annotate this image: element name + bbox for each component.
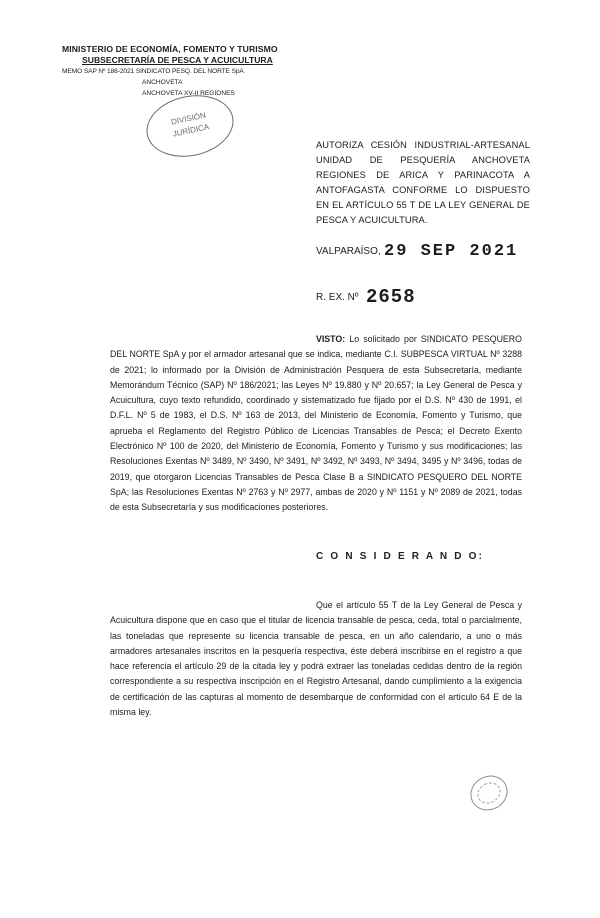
visto-paragraph bbox=[110, 332, 522, 516]
ministry-name: MINISTERIO DE ECONOMÍA, FOMENTO Y TURISMO bbox=[62, 44, 278, 54]
stamp-line-2: JURÍDICA bbox=[171, 122, 210, 139]
resolution-label: R. EX. Nº bbox=[316, 292, 359, 303]
stamp-line-1: DIVISIÓN bbox=[170, 110, 207, 127]
memo-reference: MEMO SAP Nº 186-2021 SINDICATO PESQ. DEL NORTE SpA bbox=[62, 68, 244, 75]
header-line-5: ANCHOVETA XV-II REGIONES bbox=[142, 90, 235, 97]
visto-lead: VISTO: bbox=[316, 334, 346, 344]
page-seal-stamp bbox=[464, 769, 514, 817]
considerando-paragraph-1: Que el artículo 55 T de la Ley General de Pesca y Acuicultura dispone que en caso que el titular de licencia transable de pesca, ceda, total o parcialmente, las toneladas que represente su licencia transable de pesca, en un año calendario, a uno o más armadores artesanales inscritos en la pesquería respectiva, éste deberá inscribirse en el registro a que hace referencia el artículo 29 de la citada ley y podrá extraer las toneladas cedidas dentro de la región correspondiente a su respectiva inscripción en el Registro Artesanal, dando cumplimiento a la exigencia de certificación de las capturas al momento de desembarque de conformidad con el artículo 64 E de la misma ley. bbox=[110, 600, 522, 718]
place-label: VALPARAÍSO, bbox=[316, 246, 381, 257]
resolution-date: 29 SEP 2021 bbox=[384, 242, 519, 261]
letterhead bbox=[62, 44, 302, 99]
header-line-4: ANCHOVETA bbox=[142, 79, 183, 86]
subsecretaria-name: SUBSECRETARÍA DE PESCA Y ACUICULTURA bbox=[82, 55, 273, 65]
seal-inner-ring bbox=[474, 779, 505, 808]
visto-text: Lo solicitado por SINDICATO PESQUERO DEL NORTE SpA y por el armador artesanal que se indica, mediante C.I. SUBPESCA VIRTUAL Nº 3288 de 2021; lo informado por la División de Administración Pesquera de esta Subsecretaría, mediante Memorándum Técnico (SAP) Nº 186/2021; las Leyes Nº 19.880 y Nº 20.657; la Ley General de Pesca y Acuicultura, cuyo texto refundido, coordinado y sistematizado fue fijado por el D.S. Nº 430 de 1991, el D.F.L. Nº 5 de 1983, el D.S. Nº 163 de 2013, del Ministerio de Economía, Fomento y Turismo, que aprueba el Reglamento del Registro Público de Licencias Transables de Pesca; el Decreto Exento Electrónico Nº 100 de 2020, del Ministerio de Economía, Fomento y Turismo y sus modificaciones; las Resoluciones Exentas Nº 3489, Nº 3490, Nº 3491, Nº 3492, Nº 3493, Nº 3494, 3495 y Nº 3496, todas de 2019, que otorgaron Licencias Transables de Pesca Clase B a SINDICATO PESQUERO DEL NORTE SpA; las Resoluciones Exentas Nº 2763 y Nº 2977, ambas de 2020 y Nº 1151 y Nº 2089 de 2021, todas de esta Subsecretaría y sus modificaciones posteriores. bbox=[110, 334, 522, 513]
resolution-reference: AUTORIZA CESIÓN INDUSTRIAL-ARTESANAL UNIDAD DE PESQUERÍA ANCHOVETA REGIONES DE ARICA Y PARINACOTA A ANTOFAGASTA CONFORME LO DISPUESTO EN EL ARTÍCULO 55 T DE LA LEY GENERAL DE PESCA Y ACUICULTURA. bbox=[316, 140, 530, 225]
division-juridica-stamp bbox=[141, 88, 240, 165]
considerando-heading: C O N S I D E R A N D O: bbox=[316, 551, 485, 562]
resolution-number: 2658 bbox=[366, 286, 416, 308]
